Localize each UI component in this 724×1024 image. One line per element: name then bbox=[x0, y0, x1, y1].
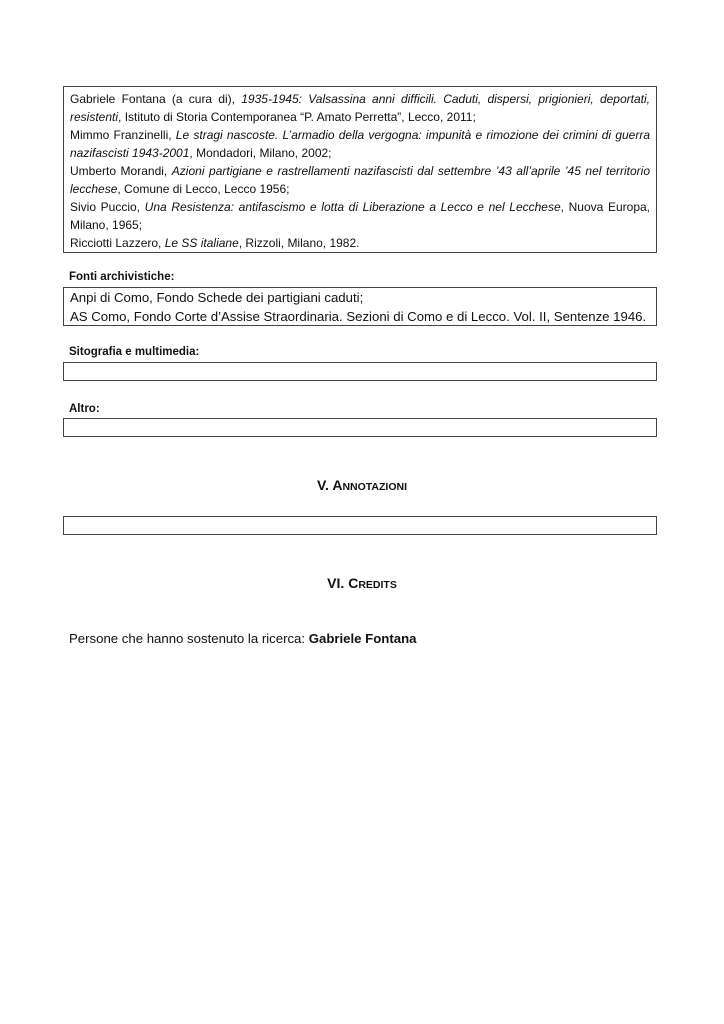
credits-name: Gabriele Fontana bbox=[308, 631, 417, 646]
bibliography-entry: Gabriele Fontana (a cura di), 1935-1945: Valsassina anni difficili. Caduti, dispersi, prigionieri, deportati, resistenti, Istituto di Storia Contemporanea “P. Amato Perretta”, Lecco, 2011; bbox=[70, 92, 650, 124]
altro-label: Altro: bbox=[69, 403, 100, 415]
credits-line: Persone che hanno sostenuto la ricerca: Gabriele Fontana bbox=[69, 631, 417, 646]
annotazioni-box bbox=[63, 516, 657, 535]
altro-box bbox=[63, 418, 657, 437]
bibliography-box bbox=[63, 86, 657, 253]
bibliography-entry: Ricciotti Lazzero, Le SS italiane, Rizzoli, Milano, 1982. bbox=[70, 236, 360, 250]
bibliography-entry: Sivio Puccio, Una Resistenza: antifascismo e lotta di Liberazione a Lecco e nel Lecchese, Nuova Europa, Milano, 1965; bbox=[70, 200, 650, 232]
sitografia-label: Sitografia e multimedia: bbox=[69, 346, 200, 358]
bibliography-entry: Umberto Morandi, Azioni partigiane e rastrellamenti nazifascisti dal settembre ’43 all’aprile ’45 nel territorio lecchese, Comune di Lecco, Lecco 1956; bbox=[70, 164, 650, 196]
annotazioni-heading: V. ANNOTAZIONI bbox=[317, 477, 407, 493]
sitografia-box bbox=[63, 362, 657, 381]
bibliography-entry: Mimmo Franzinelli, Le stragi nascoste. L’armadio della vergogna: impunità e rimozione dei crimini di guerra nazifascisti 1943-2001, Mondadori, Milano, 2002; bbox=[70, 128, 651, 160]
fonti-line: AS Como, Fondo Corte d’Assise Straordinaria. Sezioni di Como e di Lecco. Vol. II, Sentenze 1946. bbox=[70, 308, 647, 324]
fonti-archivistiche-box bbox=[63, 287, 657, 326]
credits-heading: VI. CREDITS bbox=[327, 575, 397, 591]
fonti-archivistiche-label: Fonti archivistiche: bbox=[69, 271, 175, 283]
fonti-line: Anpi di Como, Fondo Schede dei partigiani caduti; bbox=[70, 290, 364, 305]
